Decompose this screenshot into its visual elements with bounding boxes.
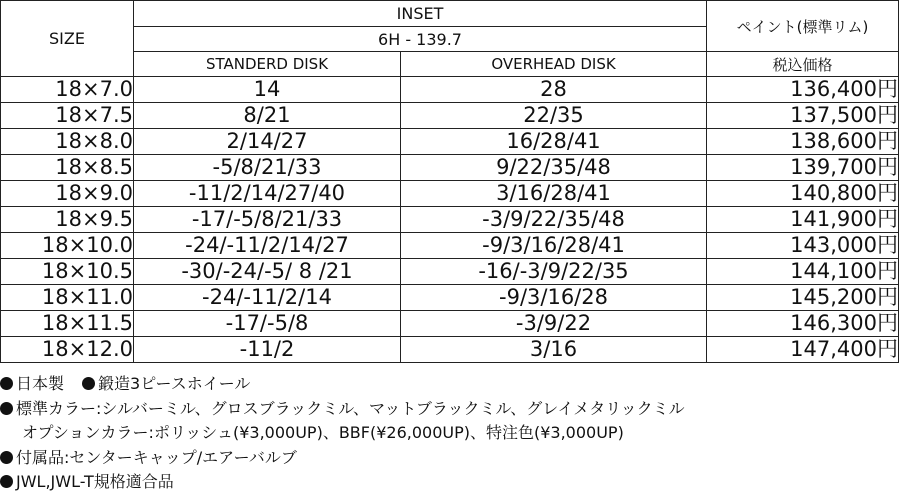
- price-cell: 143,000円: [707, 233, 899, 259]
- standard-disk-cell: 2/14/27: [134, 129, 401, 155]
- overhead-disk-cell: 9/22/35/48: [401, 155, 707, 181]
- table-row: [1, 207, 899, 233]
- header-paint: ペイント(標準リム): [707, 1, 899, 52]
- table-row: [1, 233, 899, 259]
- table-row: [1, 259, 899, 285]
- size-cell: 18×8.0: [1, 129, 134, 155]
- standard-disk-cell: -17/-5/8/21/33: [134, 207, 401, 233]
- overhead-disk-cell: -16/-3/9/22/35: [401, 259, 707, 285]
- standard-disk-cell: 8/21: [134, 103, 401, 129]
- bullet-dot-icon: [0, 475, 13, 488]
- overhead-disk-cell: 28: [401, 77, 707, 103]
- standard-disk-cell: -24/-11/2/14/27: [134, 233, 401, 259]
- standard-disk-cell: -30/-24/-5/ 8 /21: [134, 259, 401, 285]
- bullet-dot-icon: [0, 451, 13, 464]
- bullet-dot-icon: [0, 377, 13, 390]
- price-cell: 146,300円: [707, 311, 899, 337]
- standard-disk-cell: -24/-11/2/14: [134, 285, 401, 311]
- size-cell: 18×10.5: [1, 259, 134, 285]
- price-cell: 147,400円: [707, 337, 899, 363]
- overhead-disk-cell: 22/35: [401, 103, 707, 129]
- size-cell: 18×7.5: [1, 103, 134, 129]
- price-cell: 139,700円: [707, 155, 899, 181]
- price-cell: 138,600円: [707, 129, 899, 155]
- size-cell: 18×9.0: [1, 181, 134, 207]
- table-row: [1, 129, 899, 155]
- note-standards: JWL,JWL-T規格適合品: [16, 472, 174, 491]
- overhead-disk-cell: -3/9/22/35/48: [401, 207, 707, 233]
- header-overhead-disk: OVERHEAD DISK: [401, 52, 707, 77]
- size-cell: 18×8.5: [1, 155, 134, 181]
- overhead-disk-cell: 3/16/28/41: [401, 181, 707, 207]
- note-construction: 鍛造3ピースホイール: [98, 374, 251, 393]
- size-cell: 18×7.0: [1, 77, 134, 103]
- overhead-disk-cell: -9/3/16/28: [401, 285, 707, 311]
- note-line-standards: [0, 470, 900, 495]
- table-row: [1, 103, 899, 129]
- note-standard-colors: 標準カラー:シルバーミル、グロスブラックミル、マットブラックミル、グレイメタリックミル: [16, 398, 685, 418]
- table-row: [1, 311, 899, 337]
- overhead-disk-cell: -9/3/16/28/41: [401, 233, 707, 259]
- standard-disk-cell: -5/8/21/33: [134, 155, 401, 181]
- notes-section: [0, 372, 900, 495]
- price-cell: 144,100円: [707, 259, 899, 285]
- header-standard-disk: STANDERD DISK: [134, 52, 401, 77]
- size-cell: 18×11.0: [1, 285, 134, 311]
- header-pcd: 6H - 139.7: [134, 27, 707, 52]
- note-line-option-colors: [0, 421, 900, 446]
- note-line-origin: [0, 372, 900, 397]
- table-row: [1, 285, 899, 311]
- table-row: [1, 155, 899, 181]
- size-cell: 18×9.5: [1, 207, 134, 233]
- size-cell: 18×10.0: [1, 233, 134, 259]
- overhead-disk-cell: -3/9/22: [401, 311, 707, 337]
- header-inset: INSET: [134, 1, 707, 27]
- bullet-dot-icon: [82, 377, 95, 390]
- size-cell: 18×11.5: [1, 311, 134, 337]
- size-cell: 18×12.0: [1, 337, 134, 363]
- note-line-accessories: [0, 446, 900, 471]
- note-option-colors: オプションカラー:ポリッシュ(¥3,000UP)、BBF(¥26,000UP)、特注色(¥3,000UP): [22, 423, 624, 442]
- header-tax-price: 税込価格: [707, 52, 899, 77]
- note-made-in: 日本製: [16, 374, 65, 393]
- table-row: [1, 181, 899, 207]
- header-size: SIZE: [1, 1, 134, 77]
- standard-disk-cell: -17/-5/8: [134, 311, 401, 337]
- bullet-dot-icon: [0, 402, 13, 415]
- standard-disk-cell: 14: [134, 77, 401, 103]
- overhead-disk-cell: 3/16: [401, 337, 707, 363]
- table-row: [1, 337, 899, 363]
- overhead-disk-cell: 16/28/41: [401, 129, 707, 155]
- standard-disk-cell: -11/2: [134, 337, 401, 363]
- price-cell: 137,500円: [707, 103, 899, 129]
- price-cell: 140,800円: [707, 181, 899, 207]
- price-cell: 136,400円: [707, 77, 899, 103]
- table-row: [1, 77, 899, 103]
- standard-disk-cell: -11/2/14/27/40: [134, 181, 401, 207]
- price-cell: 141,900円: [707, 207, 899, 233]
- price-cell: 145,200円: [707, 285, 899, 311]
- note-accessories: 付属品:センターキャップ/エアーバルブ: [16, 447, 297, 467]
- note-line-standard-colors: [0, 397, 900, 422]
